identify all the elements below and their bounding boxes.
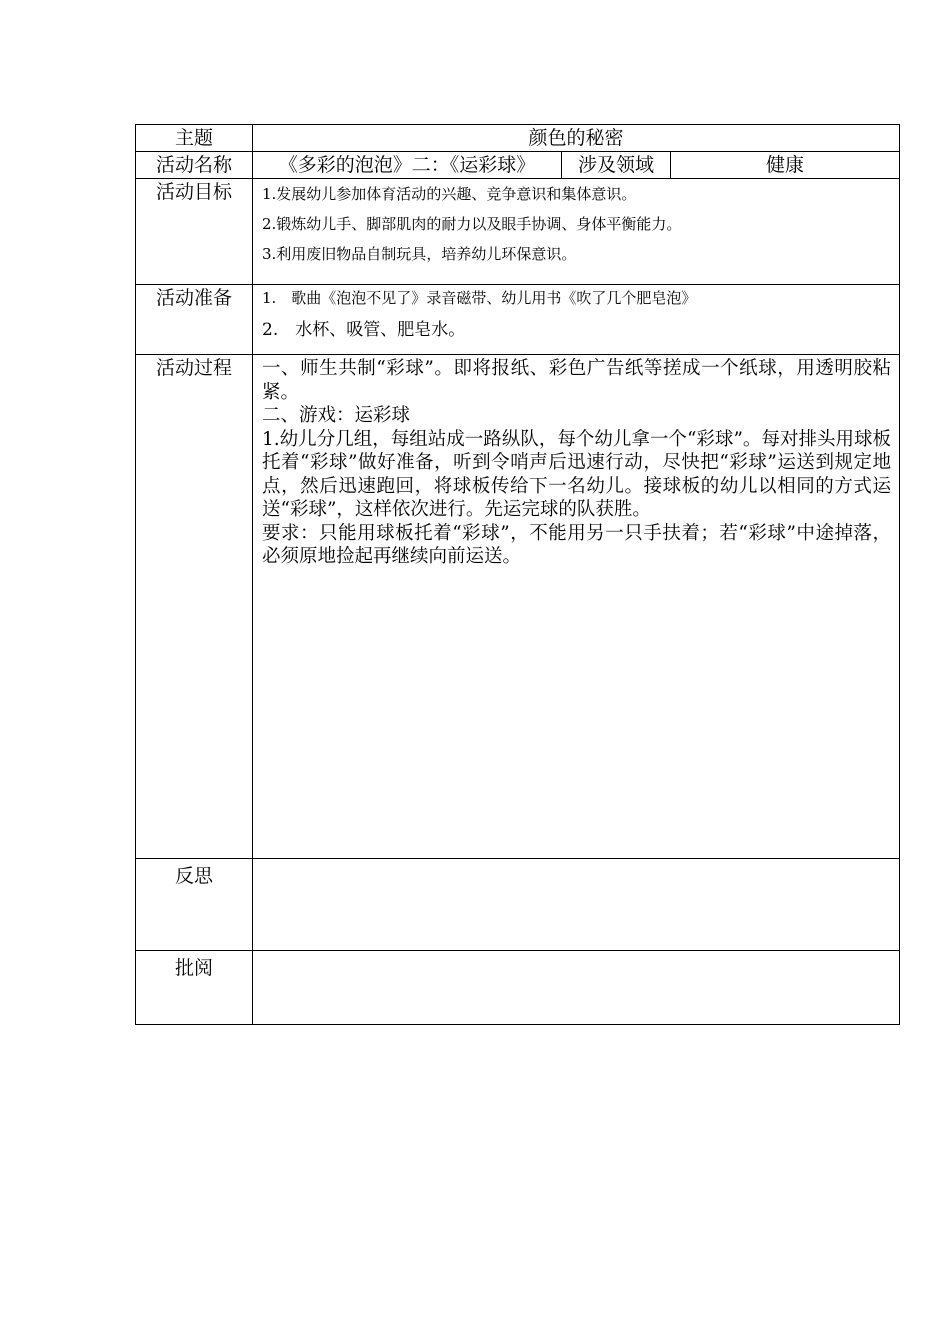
process-label: 活动过程 [136,355,253,859]
review-label: 批阅 [136,951,253,1025]
theme-row [136,125,900,152]
lesson-plan-table [135,124,900,1025]
goal-item: 1.发展幼儿参加体育活动的兴趣、竞争意识和集体意识。 [262,185,637,203]
domain-label: 涉及领域 [562,152,671,179]
process-paragraph: 二、游戏：运彩球 [262,405,411,426]
process-row [136,355,900,859]
goal-item: 2.锻炼幼儿手、脚部肌肉的耐力以及眼手协调、身体平衡能力。 [262,215,682,233]
domain-value: 健康 [671,152,900,179]
goals-label: 活动目标 [136,179,253,285]
activity-name-value: 《多彩的泡泡》二：《运彩球》 [253,152,562,179]
prep-label: 活动准备 [136,285,253,355]
prep-row [136,285,900,355]
theme-label: 主题 [136,125,253,152]
goals-list [253,179,900,285]
theme-value: 颜色的秘密 [253,125,900,152]
activity-row [136,152,900,179]
prep-list [253,285,900,355]
reflection-content [253,859,900,951]
review-content [253,951,900,1025]
process-paragraph: 1.幼儿分几组，每组站成一路纵队，每个幼儿拿一个“彩球”。每对排头用球板托着“彩球”做好准备，听到令哨声后迅速行动，尽快把“彩球”运送到规定地点，然后迅速跑回，将球板传给下一名幼儿。接球板的幼儿以相同的方式运送“彩球”，这样依次进行。先运完球的队获胜。 [262,428,892,520]
reflection-label: 反思 [136,859,253,951]
process-paragraph: 一、师生共制“彩球”。即将报纸、彩色广告纸等搓成一个纸球，用透明胶粘紧。 [262,358,892,403]
prep-item: 2. 水杯、吸管、肥皂水。 [262,320,466,340]
goals-row [136,179,900,285]
prep-item: 1. 歌曲《泡泡不见了》录音磁带、幼儿用书《吹了几个肥皂泡》 [262,289,697,307]
reflection-row [136,859,900,951]
process-content [253,355,900,859]
activity-name-label: 活动名称 [136,152,253,179]
goal-item: 3.利用废旧物品自制玩具，培养幼儿环保意识。 [262,245,577,263]
process-paragraph: 要求：只能用球板托着“彩球”，不能用另一只手扶着；若“彩球”中途掉落，必须原地捡起再继续向前运送。 [262,522,892,567]
review-row [136,951,900,1025]
